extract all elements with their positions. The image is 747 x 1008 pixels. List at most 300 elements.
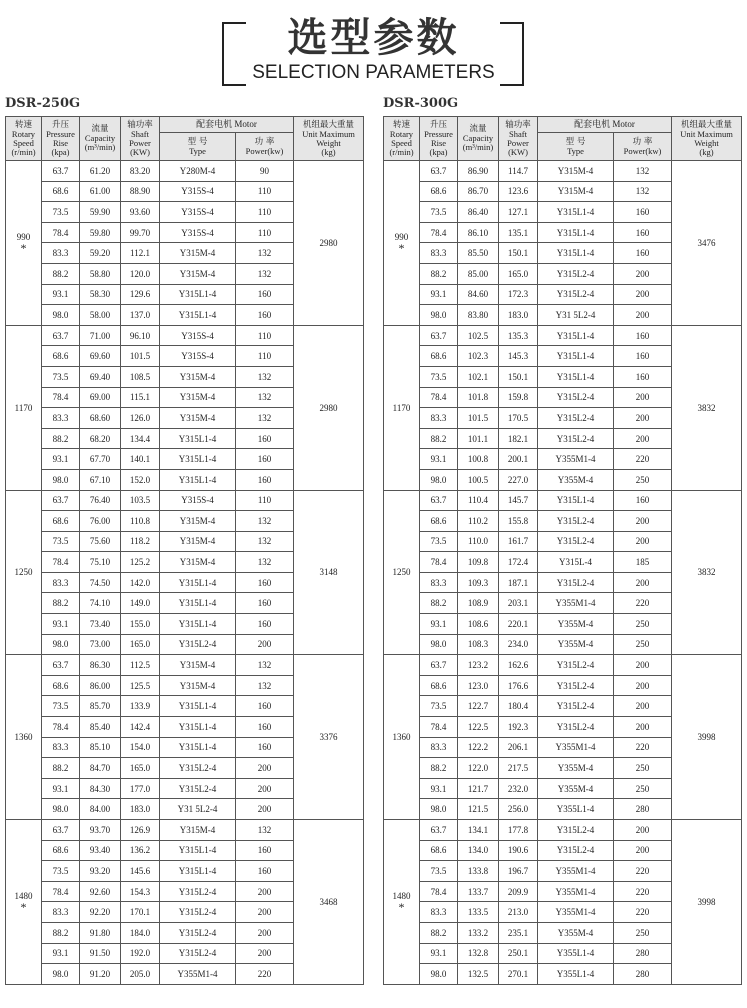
col-power-en: Power(kw) bbox=[245, 145, 284, 156]
capacity-cell: 75.60 bbox=[80, 531, 121, 552]
shaft-power-cell: 126.9 bbox=[121, 820, 160, 841]
pressure-cell: 98.0 bbox=[42, 799, 80, 820]
pressure-cell: 83.3 bbox=[42, 243, 80, 264]
pressure-cell: 68.6 bbox=[420, 675, 458, 696]
shaft-power-cell: 140.1 bbox=[121, 449, 160, 470]
pressure-cell: 63.7 bbox=[420, 325, 458, 346]
col-speed-header-en: (r/min) bbox=[389, 146, 414, 157]
motor-type-cell: Y315L2-4 bbox=[538, 387, 614, 408]
motor-power-cell: 250 bbox=[614, 758, 672, 779]
shaft-power-cell: 220.1 bbox=[499, 614, 538, 635]
motor-type-cell: Y355M1-4 bbox=[538, 593, 614, 614]
pressure-cell: 78.4 bbox=[420, 881, 458, 902]
col-pressure-header-en: Pressure bbox=[46, 128, 75, 139]
pressure-cell: 93.1 bbox=[42, 943, 80, 964]
motor-type-cell: Y355M1-4 bbox=[538, 737, 614, 758]
capacity-cell: 110.2 bbox=[458, 511, 499, 532]
capacity-cell: 61.00 bbox=[80, 181, 121, 202]
pressure-cell: 83.3 bbox=[42, 408, 80, 429]
shaft-power-cell: 170.5 bbox=[499, 408, 538, 429]
motor-type-cell: Y315L-4 bbox=[538, 552, 614, 573]
motor-type-cell: Y315L2-4 bbox=[160, 943, 236, 964]
capacity-cell: 84.60 bbox=[458, 284, 499, 305]
motor-type-cell: Y315M-4 bbox=[160, 820, 236, 841]
capacity-cell: 86.10 bbox=[458, 222, 499, 243]
capacity-cell: 122.2 bbox=[458, 737, 499, 758]
pressure-cell: 68.6 bbox=[420, 181, 458, 202]
motor-type-cell: Y315L2-4 bbox=[160, 634, 236, 655]
capacity-cell: 132.5 bbox=[458, 964, 499, 985]
shaft-power-cell: 101.5 bbox=[121, 346, 160, 367]
motor-type-cell: Y315L2-4 bbox=[538, 408, 614, 429]
shaft-power-cell: 136.2 bbox=[121, 840, 160, 861]
weight-cell: 3476 bbox=[672, 161, 742, 326]
motor-power-cell: 250 bbox=[614, 634, 672, 655]
col-weight-header-en: Weight bbox=[316, 137, 341, 148]
shaft-power-cell: 120.0 bbox=[121, 263, 160, 284]
motor-type-cell: Y315L2-4 bbox=[160, 758, 236, 779]
weight-cell: 3468 bbox=[294, 820, 364, 985]
col-pressure-header bbox=[420, 117, 458, 161]
pressure-cell: 68.6 bbox=[420, 346, 458, 367]
motor-type-cell: Y355M-4 bbox=[538, 469, 614, 490]
pressure-cell: 78.4 bbox=[420, 387, 458, 408]
capacity-cell: 101.5 bbox=[458, 408, 499, 429]
table-row bbox=[384, 655, 742, 676]
capacity-cell: 92.20 bbox=[80, 902, 121, 923]
pressure-cell: 73.5 bbox=[420, 531, 458, 552]
model-label-left: DSR-250G bbox=[5, 96, 81, 111]
page-title-en: SELECTION PARAMETERS bbox=[252, 62, 495, 83]
pressure-cell: 68.6 bbox=[42, 840, 80, 861]
motor-type-cell: Y315L2-4 bbox=[538, 675, 614, 696]
col-shaft-header-en: (KW) bbox=[130, 146, 150, 157]
capacity-cell: 85.40 bbox=[80, 717, 121, 738]
speed-star: * bbox=[20, 899, 27, 914]
speed-value: 1480 bbox=[14, 890, 33, 901]
motor-type-cell: Y315L2-4 bbox=[160, 778, 236, 799]
pressure-cell: 73.5 bbox=[42, 531, 80, 552]
motor-type-cell: Y315L1-4 bbox=[160, 861, 236, 882]
motor-type-cell: Y315L1-4 bbox=[538, 346, 614, 367]
motor-power-cell: 160 bbox=[236, 840, 294, 861]
motor-type-cell: Y355M1-4 bbox=[538, 881, 614, 902]
motor-group-header: 配套电机 Motor bbox=[160, 117, 294, 133]
pressure-cell: 98.0 bbox=[42, 469, 80, 490]
motor-power-cell: 110 bbox=[236, 325, 294, 346]
col-capacity-header-cn: 流量 bbox=[91, 124, 109, 134]
capacity-cell: 75.10 bbox=[80, 552, 121, 573]
pressure-cell: 63.7 bbox=[420, 490, 458, 511]
motor-type-cell: Y315L1-4 bbox=[160, 696, 236, 717]
motor-power-cell: 110 bbox=[236, 181, 294, 202]
motor-type-cell: Y315L2-4 bbox=[538, 263, 614, 284]
capacity-cell: 84.30 bbox=[80, 778, 121, 799]
capacity-cell: 110.0 bbox=[458, 531, 499, 552]
shaft-power-cell: 149.0 bbox=[121, 593, 160, 614]
col-shaft-header bbox=[121, 117, 160, 161]
speed-cell bbox=[384, 490, 420, 655]
col-shaft-header bbox=[499, 117, 538, 161]
pressure-cell: 63.7 bbox=[420, 161, 458, 182]
capacity-cell: 58.00 bbox=[80, 305, 121, 326]
motor-type-cell: Y315M-4 bbox=[160, 531, 236, 552]
capacity-cell: 91.80 bbox=[80, 922, 121, 943]
shaft-power-cell: 235.1 bbox=[499, 922, 538, 943]
pressure-cell: 98.0 bbox=[420, 469, 458, 490]
speed-star: * bbox=[20, 240, 27, 255]
pressure-cell: 83.3 bbox=[420, 572, 458, 593]
shaft-power-cell: 93.60 bbox=[121, 202, 160, 223]
pressure-cell: 68.6 bbox=[420, 511, 458, 532]
pressure-cell: 83.3 bbox=[420, 408, 458, 429]
col-speed-header bbox=[384, 117, 420, 161]
capacity-cell: 84.70 bbox=[80, 758, 121, 779]
pressure-cell: 93.1 bbox=[42, 778, 80, 799]
capacity-cell: 121.5 bbox=[458, 799, 499, 820]
speed-value: 990 bbox=[16, 231, 31, 242]
shaft-power-cell: 125.5 bbox=[121, 675, 160, 696]
motor-type-cell: Y355M1-4 bbox=[538, 449, 614, 470]
motor-type-cell: Y31 5L2-4 bbox=[160, 799, 236, 820]
pressure-cell: 88.2 bbox=[42, 922, 80, 943]
pressure-cell: 88.2 bbox=[420, 758, 458, 779]
shaft-power-cell: 137.0 bbox=[121, 305, 160, 326]
motor-power-cell: 160 bbox=[236, 696, 294, 717]
motor-power-cell: 160 bbox=[236, 737, 294, 758]
motor-type-cell: Y315L1-4 bbox=[160, 737, 236, 758]
motor-power-cell: 200 bbox=[614, 305, 672, 326]
pressure-cell: 73.5 bbox=[42, 696, 80, 717]
motor-type-cell: Y315L2-4 bbox=[160, 881, 236, 902]
shaft-power-cell: 165.0 bbox=[499, 263, 538, 284]
motor-type-cell: Y315L1-4 bbox=[160, 614, 236, 635]
pressure-cell: 98.0 bbox=[420, 964, 458, 985]
motor-power-cell: 200 bbox=[614, 284, 672, 305]
table-row bbox=[384, 490, 742, 511]
motor-power-cell: 132 bbox=[236, 820, 294, 841]
pressure-cell: 98.0 bbox=[42, 305, 80, 326]
speed-value: 990 bbox=[394, 231, 409, 242]
motor-type-cell: Y355M-4 bbox=[538, 922, 614, 943]
shaft-power-cell: 183.0 bbox=[121, 799, 160, 820]
shaft-power-cell: 165.0 bbox=[121, 634, 160, 655]
capacity-cell: 108.9 bbox=[458, 593, 499, 614]
motor-power-cell: 132 bbox=[236, 552, 294, 573]
speed-value: 1170 bbox=[392, 402, 411, 413]
pressure-cell: 63.7 bbox=[42, 161, 80, 182]
col-capacity-header bbox=[80, 117, 121, 161]
col-power-en: Power(kw) bbox=[623, 145, 662, 156]
capacity-cell: 109.3 bbox=[458, 572, 499, 593]
pressure-cell: 93.1 bbox=[420, 943, 458, 964]
motor-power-cell: 200 bbox=[614, 263, 672, 284]
col-speed-header-cn: 转速 bbox=[14, 119, 32, 130]
col-power-header bbox=[236, 133, 294, 161]
capacity-cell: 108.3 bbox=[458, 634, 499, 655]
motor-type-cell: Y355M1-4 bbox=[538, 861, 614, 882]
motor-power-cell: 110 bbox=[236, 490, 294, 511]
shaft-power-cell: 126.0 bbox=[121, 408, 160, 429]
pressure-cell: 63.7 bbox=[420, 820, 458, 841]
shaft-power-cell: 172.3 bbox=[499, 284, 538, 305]
motor-power-cell: 220 bbox=[614, 861, 672, 882]
pressure-cell: 83.3 bbox=[42, 902, 80, 923]
pressure-cell: 83.3 bbox=[42, 572, 80, 593]
capacity-cell: 132.8 bbox=[458, 943, 499, 964]
weight-cell: 3376 bbox=[294, 655, 364, 820]
capacity-cell: 85.50 bbox=[458, 243, 499, 264]
motor-power-cell: 200 bbox=[236, 902, 294, 923]
motor-type-cell: Y315L1-4 bbox=[160, 840, 236, 861]
pressure-cell: 73.5 bbox=[42, 202, 80, 223]
shaft-power-cell: 142.0 bbox=[121, 572, 160, 593]
shaft-power-cell: 150.1 bbox=[499, 243, 538, 264]
motor-type-cell: Y315L1-4 bbox=[160, 428, 236, 449]
capacity-cell: 61.20 bbox=[80, 161, 121, 182]
pressure-cell: 78.4 bbox=[42, 552, 80, 573]
motor-type-cell: Y31 5L2-4 bbox=[538, 305, 614, 326]
capacity-cell: 67.10 bbox=[80, 469, 121, 490]
motor-type-cell: Y355M1-4 bbox=[160, 964, 236, 985]
pressure-cell: 83.3 bbox=[420, 243, 458, 264]
pressure-cell: 93.1 bbox=[42, 449, 80, 470]
speed-cell bbox=[6, 820, 42, 985]
pressure-cell: 93.1 bbox=[42, 614, 80, 635]
motor-power-cell: 160 bbox=[614, 490, 672, 511]
motor-type-cell: Y315L1-4 bbox=[160, 305, 236, 326]
motor-power-cell: 160 bbox=[614, 202, 672, 223]
motor-power-cell: 160 bbox=[236, 572, 294, 593]
shaft-power-cell: 227.0 bbox=[499, 469, 538, 490]
motor-power-cell: 200 bbox=[614, 717, 672, 738]
capacity-cell: 133.7 bbox=[458, 881, 499, 902]
capacity-cell: 93.70 bbox=[80, 820, 121, 841]
pressure-cell: 88.2 bbox=[42, 263, 80, 284]
col-type-cn: 型 号 bbox=[565, 136, 586, 147]
table-row bbox=[6, 655, 364, 676]
capacity-cell: 123.2 bbox=[458, 655, 499, 676]
capacity-cell: 109.8 bbox=[458, 552, 499, 573]
shaft-power-cell: 135.1 bbox=[499, 222, 538, 243]
motor-power-cell: 132 bbox=[236, 531, 294, 552]
shaft-power-cell: 112.1 bbox=[121, 243, 160, 264]
motor-power-cell: 280 bbox=[614, 964, 672, 985]
col-power-cn: 功 率 bbox=[254, 136, 275, 147]
weight-cell: 2980 bbox=[294, 325, 364, 490]
motor-power-cell: 160 bbox=[614, 243, 672, 264]
col-type-cn: 型 号 bbox=[187, 136, 208, 147]
motor-power-cell: 200 bbox=[236, 799, 294, 820]
motor-power-cell: 220 bbox=[614, 593, 672, 614]
motor-type-cell: Y315L1-4 bbox=[538, 202, 614, 223]
col-speed-header-en: Rotary bbox=[11, 128, 36, 139]
capacity-cell: 85.70 bbox=[80, 696, 121, 717]
capacity-cell: 58.30 bbox=[80, 284, 121, 305]
capacity-cell: 102.3 bbox=[458, 346, 499, 367]
motor-power-cell: 110 bbox=[236, 222, 294, 243]
pressure-cell: 68.6 bbox=[420, 840, 458, 861]
capacity-cell: 83.80 bbox=[458, 305, 499, 326]
motor-type-cell: Y315L1-4 bbox=[538, 366, 614, 387]
pressure-cell: 68.6 bbox=[42, 181, 80, 202]
shaft-power-cell: 155.8 bbox=[499, 511, 538, 532]
col-weight-header-en: (kg) bbox=[321, 146, 336, 157]
motor-group-header: 配套电机 Motor bbox=[538, 117, 672, 133]
capacity-cell: 85.10 bbox=[80, 737, 121, 758]
shaft-power-cell: 134.4 bbox=[121, 428, 160, 449]
capacity-cell: 76.40 bbox=[80, 490, 121, 511]
pressure-cell: 63.7 bbox=[420, 655, 458, 676]
pressure-cell: 88.2 bbox=[420, 922, 458, 943]
pressure-cell: 88.2 bbox=[42, 428, 80, 449]
weight-cell: 3148 bbox=[294, 490, 364, 655]
speed-cell bbox=[384, 325, 420, 490]
pressure-cell: 63.7 bbox=[42, 490, 80, 511]
pressure-cell: 83.3 bbox=[420, 902, 458, 923]
motor-type-cell: Y315M-4 bbox=[160, 511, 236, 532]
motor-type-cell: Y315L2-4 bbox=[538, 428, 614, 449]
motor-type-cell: Y315L1-4 bbox=[160, 593, 236, 614]
pressure-cell: 68.6 bbox=[42, 346, 80, 367]
capacity-cell: 101.8 bbox=[458, 387, 499, 408]
shaft-power-cell: 203.1 bbox=[499, 593, 538, 614]
col-weight-header-en: Weight bbox=[694, 137, 719, 148]
motor-power-cell: 160 bbox=[614, 222, 672, 243]
capacity-cell: 69.00 bbox=[80, 387, 121, 408]
capacity-cell: 134.0 bbox=[458, 840, 499, 861]
motor-type-cell: Y315L1-4 bbox=[538, 490, 614, 511]
col-speed-header-en: Speed bbox=[13, 137, 34, 148]
capacity-cell: 86.90 bbox=[458, 161, 499, 182]
capacity-cell: 58.80 bbox=[80, 263, 121, 284]
shaft-power-cell: 110.8 bbox=[121, 511, 160, 532]
shaft-power-cell: 108.5 bbox=[121, 366, 160, 387]
motor-type-cell: Y315S-4 bbox=[160, 202, 236, 223]
pressure-cell: 93.1 bbox=[42, 284, 80, 305]
page-header bbox=[0, 0, 747, 92]
speed-value: 1480 bbox=[392, 890, 411, 901]
spec-table-dsr-300g bbox=[383, 116, 742, 985]
shaft-power-cell: 145.7 bbox=[499, 490, 538, 511]
capacity-cell: 122.0 bbox=[458, 758, 499, 779]
motor-power-cell: 160 bbox=[236, 469, 294, 490]
motor-power-cell: 200 bbox=[614, 840, 672, 861]
motor-power-cell: 160 bbox=[236, 861, 294, 882]
capacity-cell: 100.8 bbox=[458, 449, 499, 470]
motor-type-cell: Y355L1-4 bbox=[538, 964, 614, 985]
speed-star: * bbox=[398, 899, 405, 914]
col-pressure-header-en: Pressure bbox=[424, 128, 453, 139]
motor-type-cell: Y315S-4 bbox=[160, 346, 236, 367]
capacity-cell: 76.00 bbox=[80, 511, 121, 532]
pressure-cell: 98.0 bbox=[42, 634, 80, 655]
col-shaft-header-en: Power bbox=[129, 137, 151, 148]
capacity-cell: 93.40 bbox=[80, 840, 121, 861]
motor-type-cell: Y355M-4 bbox=[538, 634, 614, 655]
capacity-cell: 67.70 bbox=[80, 449, 121, 470]
table-row bbox=[384, 325, 742, 346]
col-capacity-header-en: Capacity bbox=[84, 133, 116, 143]
shaft-power-cell: 165.0 bbox=[121, 758, 160, 779]
pressure-cell: 78.4 bbox=[42, 222, 80, 243]
motor-type-cell: Y315L2-4 bbox=[538, 531, 614, 552]
shaft-power-cell: 183.0 bbox=[499, 305, 538, 326]
motor-power-cell: 250 bbox=[614, 778, 672, 799]
motor-type-cell: Y355M-4 bbox=[538, 614, 614, 635]
motor-type-cell: Y315L1-4 bbox=[160, 572, 236, 593]
col-pressure-header-en: (kpa) bbox=[51, 146, 70, 157]
capacity-cell: 102.5 bbox=[458, 325, 499, 346]
pressure-cell: 78.4 bbox=[420, 717, 458, 738]
motor-power-cell: 200 bbox=[236, 634, 294, 655]
motor-power-cell: 200 bbox=[614, 655, 672, 676]
capacity-cell: 84.00 bbox=[80, 799, 121, 820]
col-pressure-header-cn: 升压 bbox=[51, 119, 69, 130]
shaft-power-cell: 123.6 bbox=[499, 181, 538, 202]
capacity-cell: 69.60 bbox=[80, 346, 121, 367]
pressure-cell: 98.0 bbox=[420, 634, 458, 655]
capacity-cell: 59.90 bbox=[80, 202, 121, 223]
shaft-power-cell: 172.4 bbox=[499, 552, 538, 573]
motor-power-cell: 160 bbox=[236, 614, 294, 635]
pressure-cell: 73.5 bbox=[420, 202, 458, 223]
pressure-cell: 78.4 bbox=[42, 881, 80, 902]
motor-power-cell: 200 bbox=[614, 572, 672, 593]
motor-power-cell: 160 bbox=[614, 325, 672, 346]
motor-power-cell: 280 bbox=[614, 799, 672, 820]
motor-type-cell: Y315M-4 bbox=[160, 263, 236, 284]
shaft-power-cell: 127.1 bbox=[499, 202, 538, 223]
shaft-power-cell: 115.1 bbox=[121, 387, 160, 408]
motor-type-cell: Y315S-4 bbox=[160, 181, 236, 202]
shaft-power-cell: 234.0 bbox=[499, 634, 538, 655]
motor-power-cell: 200 bbox=[614, 675, 672, 696]
pressure-cell: 78.4 bbox=[42, 387, 80, 408]
shaft-power-cell: 152.0 bbox=[121, 469, 160, 490]
weight-cell: 3998 bbox=[672, 655, 742, 820]
shaft-power-cell: 142.4 bbox=[121, 717, 160, 738]
header-row bbox=[6, 117, 364, 133]
speed-value: 1250 bbox=[392, 567, 411, 578]
pressure-cell: 73.5 bbox=[420, 366, 458, 387]
motor-power-cell: 90 bbox=[236, 161, 294, 182]
motor-type-cell: Y315M-4 bbox=[160, 366, 236, 387]
motor-power-cell: 160 bbox=[614, 366, 672, 387]
weight-cell: 2980 bbox=[294, 161, 364, 326]
speed-cell bbox=[384, 820, 420, 985]
col-speed-header-en: Rotary bbox=[389, 128, 414, 139]
motor-power-cell: 200 bbox=[236, 758, 294, 779]
shaft-power-cell: 232.0 bbox=[499, 778, 538, 799]
motor-power-cell: 110 bbox=[236, 202, 294, 223]
weight-cell: 3998 bbox=[672, 820, 742, 985]
capacity-cell: 71.00 bbox=[80, 325, 121, 346]
col-shaft-header-cn: 轴功率 bbox=[505, 119, 531, 130]
motor-type-cell: Y315L1-4 bbox=[538, 243, 614, 264]
col-pressure-header-en: Rise bbox=[430, 137, 447, 148]
motor-power-cell: 132 bbox=[236, 511, 294, 532]
col-capacity-header-en: (m³/min) bbox=[462, 142, 494, 152]
capacity-cell: 74.10 bbox=[80, 593, 121, 614]
shaft-power-cell: 83.20 bbox=[121, 161, 160, 182]
shaft-power-cell: 196.7 bbox=[499, 861, 538, 882]
col-type-en: Type bbox=[567, 145, 584, 156]
speed-cell bbox=[6, 655, 42, 820]
col-pressure-header-cn: 升压 bbox=[429, 119, 447, 130]
shaft-power-cell: 256.0 bbox=[499, 799, 538, 820]
shaft-power-cell: 180.4 bbox=[499, 696, 538, 717]
